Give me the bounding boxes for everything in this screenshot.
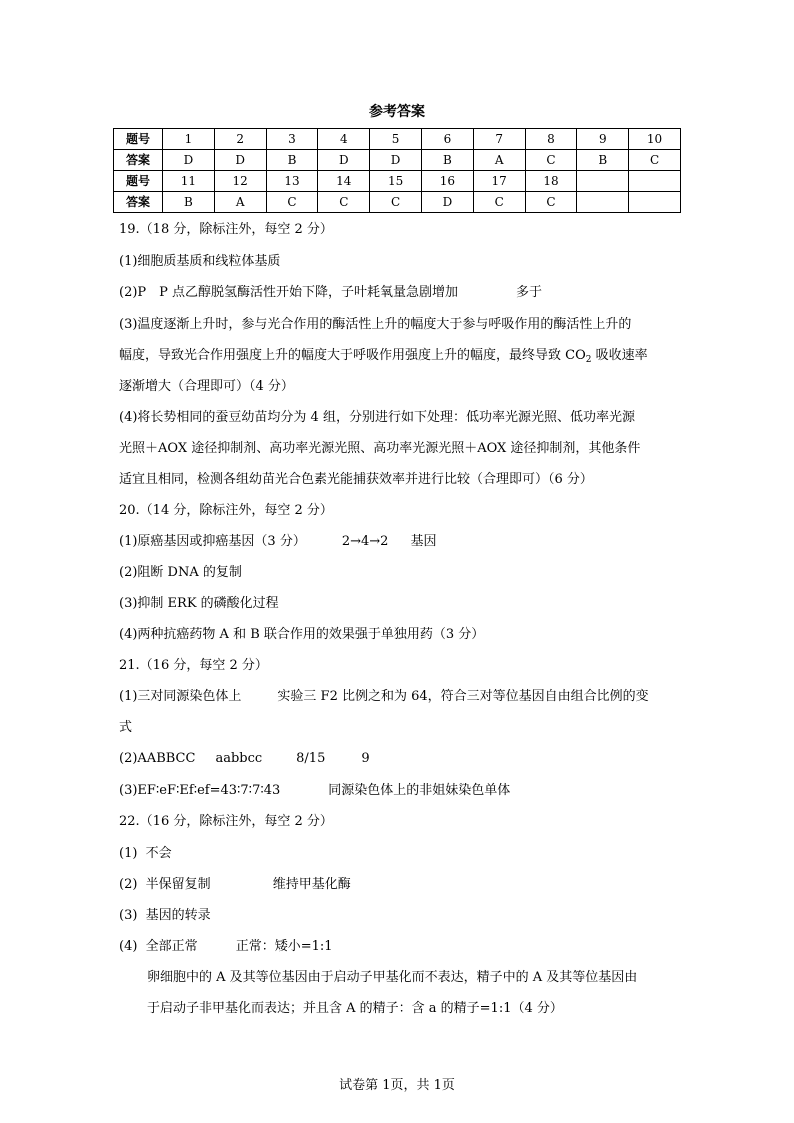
table-cell: B — [421, 150, 473, 171]
q22-answer-4-explain-1: 卵细胞中的 A 及其等位基因由于启动子甲基化而不表达，精子中的 A 及其等位基因由 — [147, 970, 638, 985]
q22-answer-4 — [119, 938, 333, 956]
q21-answer-3 — [119, 782, 510, 800]
table-cell: 17 — [473, 171, 525, 192]
q22-answer-4a: (4) 全部正常 — [119, 939, 198, 954]
table-cell: C — [525, 150, 577, 171]
table-cell: B — [577, 150, 629, 171]
table-cell: C — [525, 192, 577, 213]
table-cell: 15 — [370, 171, 422, 192]
answer-table — [113, 128, 681, 213]
table-cell — [629, 192, 681, 213]
table-cell: C — [266, 192, 318, 213]
q19-heading: 19.（18 分，除标注外，每空 2 分） — [119, 222, 333, 237]
table-cell — [577, 192, 629, 213]
q22-answer-4b: 正常：矮小=1:1 — [235, 939, 333, 954]
table-cell: 3 — [266, 129, 318, 150]
table-cell: A — [473, 150, 525, 171]
q21-answer-2d: 9 — [361, 751, 370, 766]
q20-answer-1b: 2→4→2 — [341, 534, 389, 549]
table-cell: 1 — [163, 129, 215, 150]
co2-subscript: 2 — [585, 355, 592, 365]
q20-answer-3: (3)抑制 ERK 的磷酸化过程 — [119, 596, 279, 611]
q19-answer-2 — [119, 284, 542, 302]
q19-answer-3-line2 — [119, 347, 648, 369]
table-cell: D — [214, 150, 266, 171]
q21-answer-2b: aabbcc — [215, 751, 263, 766]
answer-row-2 — [114, 192, 681, 213]
table-cell: 18 — [525, 171, 577, 192]
table-cell: A — [214, 192, 266, 213]
table-cell: B — [163, 192, 215, 213]
table-cell: 16 — [421, 171, 473, 192]
q22-answer-1: (1) 不会 — [119, 846, 172, 861]
table-cell: 13 — [266, 171, 318, 192]
q22-answer-2 — [119, 876, 351, 894]
table-cell: C — [370, 192, 422, 213]
table-cell: 4 — [318, 129, 370, 150]
row-label: 题号 — [114, 171, 163, 192]
table-cell: 9 — [577, 129, 629, 150]
answer-row-1 — [114, 150, 681, 171]
table-cell: D — [421, 192, 473, 213]
table-cell: 11 — [163, 171, 215, 192]
q21-answer-2a: (2)AABBCC — [119, 751, 196, 766]
q20-heading: 20.（14 分，除标注外，每空 2 分） — [119, 503, 333, 518]
row-label: 答案 — [114, 192, 163, 213]
table-cell: B — [266, 150, 318, 171]
q21-answer-3b: 同源染色体上的非姐妹染色单体 — [328, 783, 511, 798]
q21-heading: 21.（16 分，每空 2 分） — [119, 658, 268, 673]
table-cell: D — [163, 150, 215, 171]
table-cell: 8 — [525, 129, 577, 150]
row-label: 题号 — [114, 129, 163, 150]
q19-answer-4-line3: 适宜且相同，检测各组幼苗光合色素光能捕获效率并进行比较（合理即可）（6 分） — [119, 472, 593, 487]
q21-answer-2 — [119, 750, 370, 768]
table-cell: D — [370, 150, 422, 171]
q22-answer-3: (3) 基因的转录 — [119, 908, 211, 923]
page-title: 参考答案 — [369, 104, 425, 120]
q19-answer-3-text: 幅度，导致光合作用强度上升的幅度大于呼吸作用强度上升的幅度，最终导致 CO — [119, 348, 586, 363]
table-cell: 12 — [214, 171, 266, 192]
page-footer: 试卷第 1页，共 1页 — [339, 1078, 455, 1093]
table-cell: 7 — [473, 129, 525, 150]
row-label: 答案 — [114, 150, 163, 171]
q22-answer-4-explain-2: 于启动子非甲基化而表达；并且含 A 的精子：含 a 的精子=1:1（4 分） — [147, 1001, 563, 1016]
table-cell: D — [318, 150, 370, 171]
table-cell: C — [473, 192, 525, 213]
q21-answer-1-cont: 式 — [119, 720, 133, 735]
q22-answer-2a: (2) 半保留复制 — [119, 877, 211, 892]
q19-answer-1: (1)细胞质基质和线粒体基质 — [119, 254, 281, 269]
q19-answer-2b: 多于 — [516, 285, 543, 300]
q21-answer-1a: (1)三对同源染色体上 — [119, 689, 242, 704]
q20-answer-4: (4)两种抗癌药物 A 和 B 联合作用的效果强于单独用药（3 分） — [119, 627, 485, 642]
q20-answer-1c: 基因 — [410, 534, 437, 549]
number-row-1 — [114, 129, 681, 150]
number-row-2 — [114, 171, 681, 192]
table-cell: C — [318, 192, 370, 213]
table-cell: 6 — [421, 129, 473, 150]
q19-answer-3-line3: 逐渐增大（合理即可）（4 分） — [119, 379, 294, 394]
q19-answer-4-line2: 光照＋AOX 途径抑制剂、高功率光源光照、高功率光源光照＋AOX 途径抑制剂，其他条件 — [119, 441, 641, 456]
q20-answer-1a: (1)原癌基因或抑癌基因（3 分） — [119, 534, 306, 549]
q19-answer-3-text-tail: 吸收速率 — [591, 348, 648, 363]
table-cell: 2 — [214, 129, 266, 150]
q20-answer-2: (2)阻断 DNA 的复制 — [119, 565, 242, 580]
table-cell: 5 — [370, 129, 422, 150]
q21-answer-1 — [119, 688, 649, 706]
table-cell: C — [629, 150, 681, 171]
q22-answer-2b: 维持甲基化酶 — [272, 877, 351, 892]
table-cell: 14 — [318, 171, 370, 192]
q19-answer-2a: (2)P P 点乙醇脱氢酶活性开始下降，子叶耗氧量急剧增加 — [119, 285, 459, 300]
q20-answer-1 — [119, 533, 436, 551]
q22-heading: 22.（16 分，除标注外，每空 2 分） — [119, 814, 333, 829]
q19-answer-4-line1: (4)将长势相同的蚕豆幼苗均分为 4 组，分别进行如下处理：低功率光源光照、低功率光源 — [119, 410, 635, 425]
q21-answer-2c: 8/15 — [296, 751, 326, 766]
q21-answer-1b: 实验三 F2 比例之和为 64，符合三对等位基因自由组合比例的变 — [277, 689, 649, 704]
table-cell — [577, 171, 629, 192]
table-cell: 10 — [629, 129, 681, 150]
q19-answer-3-line1: (3)温度逐渐上升时，参与光合作用的酶活性上升的幅度大于参与呼吸作用的酶活性上升的 — [119, 317, 632, 332]
q21-answer-3a: (3)EF∶eF∶Ef∶ef=43∶7∶7∶43 — [119, 783, 281, 798]
table-cell — [629, 171, 681, 192]
